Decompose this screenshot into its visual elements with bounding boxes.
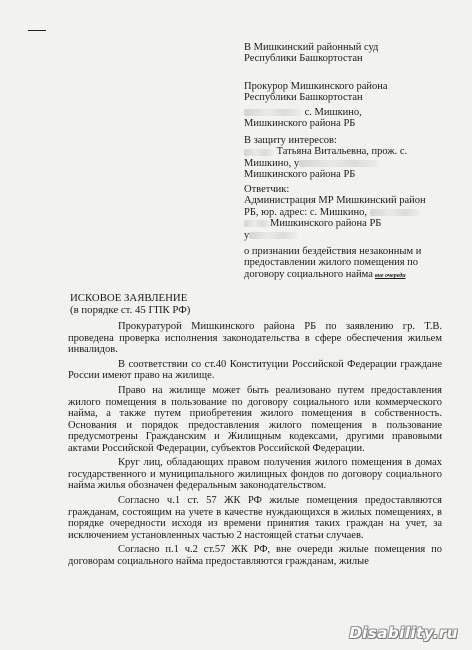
redaction	[249, 232, 297, 239]
subject-line: договору социального найма вне очереди	[244, 268, 406, 280]
defendant-heading: Ответчик:	[244, 184, 290, 195]
defendant-line: у	[244, 230, 426, 241]
prosecutor-line: Прокурор Мишкинского района	[244, 81, 388, 92]
priority-stamp: вне очереди	[374, 272, 406, 279]
redaction	[244, 149, 274, 156]
document-title: ИСКОВОЕ ЗАЯВЛЕНИЕ	[70, 292, 188, 304]
interest-block	[244, 135, 407, 181]
document-subtitle: (в порядке ст. 45 ГПК РФ)	[70, 304, 191, 316]
interest-address: Мишкино, у	[244, 158, 407, 169]
body-paragraph: Прокуратурой Мишкинского района РБ по заявлению гр. Т.В. проведена проверка исполнения законодательства в сфере обеспечения жильем инвалидов.	[68, 321, 442, 355]
subject-line: предоставлении жилого помещения по	[244, 257, 419, 269]
redaction	[244, 220, 270, 227]
redaction	[244, 109, 302, 116]
prosecutor-line: Республики Башкортостан	[244, 92, 363, 104]
body-paragraph: Согласно п.1 ч.2 ст.57 ЖК РФ, вне очереди жилые помещения по договорам социального найма предоставляются гражданам, жилые	[68, 544, 442, 567]
prosecutor-address	[244, 107, 362, 130]
interest-heading: В защиту интересов:	[244, 135, 337, 146]
defendant-block	[244, 184, 426, 241]
defendant-line: Администрация МР Мишкинский район	[244, 195, 426, 207]
body-paragraph: Круг лиц, обладающих правом получения жилого помещения в домах государственного и муниципального жилищных фондов по договору социального найма жилья обозначен федеральным законодательством.	[68, 457, 442, 492]
interest-address: Мишкинского района РБ	[244, 169, 356, 181]
address-line: Мишкинского района РБ	[244, 118, 356, 130]
defendant-line: Мишкинского района РБ	[244, 218, 426, 229]
body-paragraph: Согласно ч.1 ст. 57 ЖК РФ жилые помещения предоставляются гражданам, состоящим на учете в качестве нуждающихся в жилых помещениях, в порядке очередности исходя из времени принятия таких граждан на учет, за исключением установленных частью 2 настоящей статьи случаев.	[68, 495, 442, 541]
court-line: Республики Башкортостан	[244, 53, 363, 65]
defendant-line: РБ, юр. адрес: с. Мишкино,	[244, 207, 426, 218]
address-line: с. Мишкино,	[244, 107, 362, 118]
document-title-block	[70, 292, 190, 316]
body-paragraph: В соответствии со ст.40 Конституции Российской Федерации граждане России имеют право на жилище.	[68, 358, 442, 382]
redaction	[299, 160, 379, 167]
interest-name: Татьяна Витальевна, прож. с.	[244, 146, 407, 157]
redaction	[370, 209, 420, 216]
site-watermark: Disability.ru	[349, 624, 458, 642]
court-line: В Мишкинский районный суд	[244, 42, 379, 53]
prosecutor-block	[244, 81, 388, 104]
body-paragraph: Право на жилище может быть реализовано путем предоставления жилого помещения в пользование по договору социального или коммерческого найма, а также путем приобретения жилого помещения в собственность. Основания и порядок предоставления жилого помещения в пользование предусмотрены Гражданским и Жилищным кодексами, другими правовыми актами Российской Федерации, субъектов Российской Федерации.	[68, 385, 442, 454]
court-address	[244, 42, 378, 65]
claim-subject	[244, 246, 421, 282]
document-body	[68, 321, 442, 571]
page-mark	[28, 30, 46, 31]
subject-line: о признании бездействия незаконным и	[244, 246, 422, 257]
